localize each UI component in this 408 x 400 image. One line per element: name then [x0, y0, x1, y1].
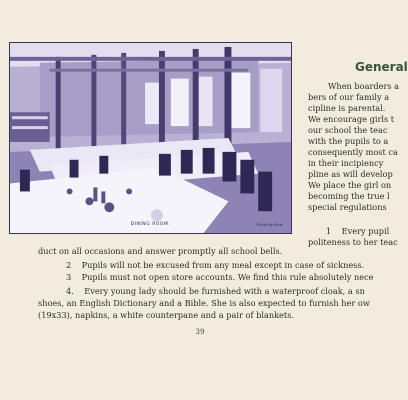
- column-line: consequently most ca: [308, 147, 398, 157]
- photo-caption: DINING ROOM.: [130, 222, 171, 227]
- rule-4: [66, 286, 365, 296]
- rule-number: 3: [66, 272, 72, 282]
- column-line: special regulations: [308, 202, 387, 212]
- rule-2: [66, 260, 364, 270]
- rule-3: [66, 272, 374, 282]
- column-line: bers of our family a: [308, 92, 390, 102]
- column-line: We place the girl on: [308, 180, 392, 190]
- rule-text: Pupils must not open store accounts. We find this rule absolutely nece: [81, 272, 374, 282]
- column-line: pline as will develop: [308, 169, 393, 179]
- column-line: with the pupils to a: [308, 136, 389, 146]
- rule-4-line-3: (19x33), napkins, a white counterpane and a pair of blankets.: [38, 310, 294, 320]
- column-line: We encourage girls t: [308, 114, 395, 124]
- column-line: When boarders a: [328, 81, 400, 91]
- page-number: 39: [195, 328, 205, 336]
- column-line: cipline is parental.: [308, 103, 386, 113]
- rule-number: 1: [326, 226, 332, 236]
- rule-1-continuation-right: politeness to her teac: [308, 237, 398, 247]
- rule-text: Pupils will not be excused from any meal except in case of sickness.: [81, 260, 365, 270]
- section-heading: General: [355, 60, 408, 74]
- rule-1-continuation: duct on all occasions and answer promptly all school bells.: [38, 246, 283, 256]
- rule-text: Every young lady should be furnished with a waterproof cloak, a sn: [84, 286, 365, 296]
- column-line: in their incipiency: [308, 158, 384, 168]
- dining-room-photograph: [9, 42, 292, 234]
- photo-credit: Photo by Paris: [256, 223, 283, 227]
- dining-room-image: [10, 43, 291, 233]
- rule-text: Every pupil: [341, 226, 390, 236]
- rule-number: 2: [66, 260, 72, 270]
- column-line: becoming the true l: [308, 191, 390, 201]
- rule-1-start: [326, 226, 389, 236]
- column-line: our school the teac: [308, 125, 388, 135]
- rule-number: 4.: [66, 286, 74, 296]
- rule-4-line-2: shoes, an English Dictionary and a Bible. She is also expected to furnish her ow: [38, 298, 370, 308]
